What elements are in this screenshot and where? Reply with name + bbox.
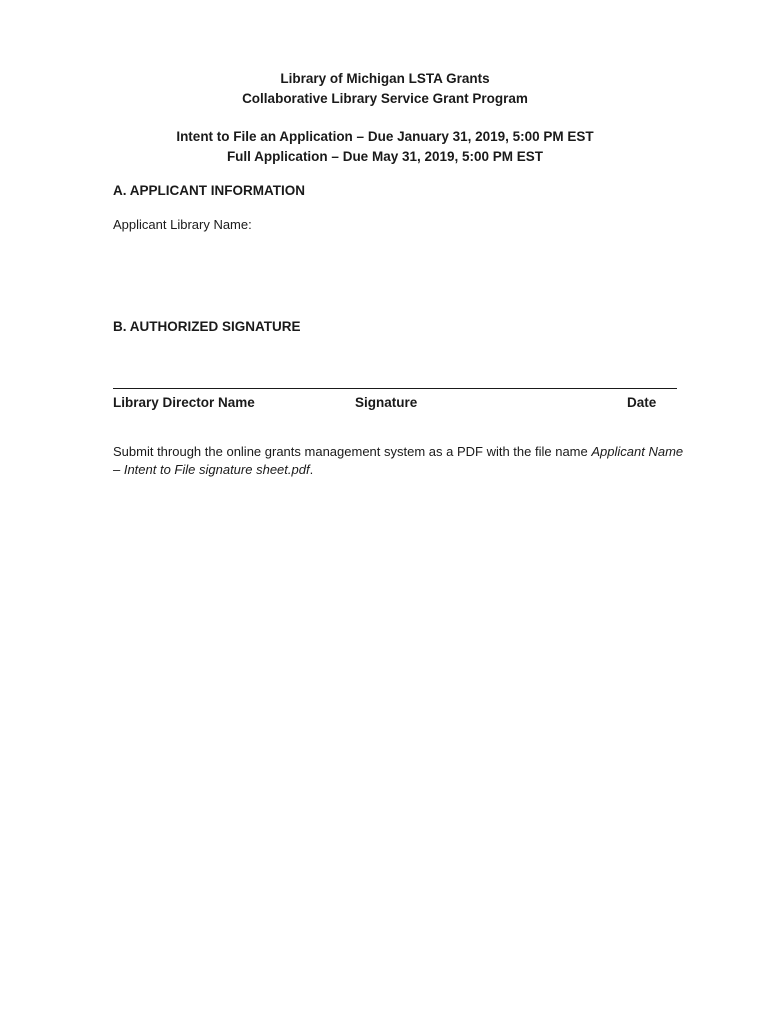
applicant-library-name-label: Applicant Library Name: bbox=[113, 217, 252, 232]
library-director-name-label: Library Director Name bbox=[113, 395, 255, 410]
header-program: Collaborative Library Service Grant Program bbox=[242, 91, 528, 106]
section-b-title: B. AUTHORIZED SIGNATURE bbox=[113, 319, 301, 334]
header-intent-deadline: Intent to File an Application – Due January 31, 2019, 5:00 PM EST bbox=[176, 129, 594, 144]
signature-line bbox=[113, 388, 677, 389]
instructions-end: . bbox=[309, 462, 314, 477]
signature-label: Signature bbox=[355, 395, 418, 410]
section-a-title: A. APPLICANT INFORMATION bbox=[113, 183, 305, 198]
date-label: Date bbox=[627, 395, 657, 410]
header-title: Library of Michigan LSTA Grants bbox=[280, 71, 490, 86]
instructions-filename: Applicant Name – Intent to File signature sheet.pdf bbox=[113, 444, 684, 477]
submission-instructions bbox=[113, 443, 688, 479]
header-full-deadline: Full Application – Due May 31, 2019, 5:00 PM EST bbox=[226, 149, 544, 164]
instructions-text: Submit through the online grants management system as a PDF with the file name bbox=[113, 444, 592, 459]
